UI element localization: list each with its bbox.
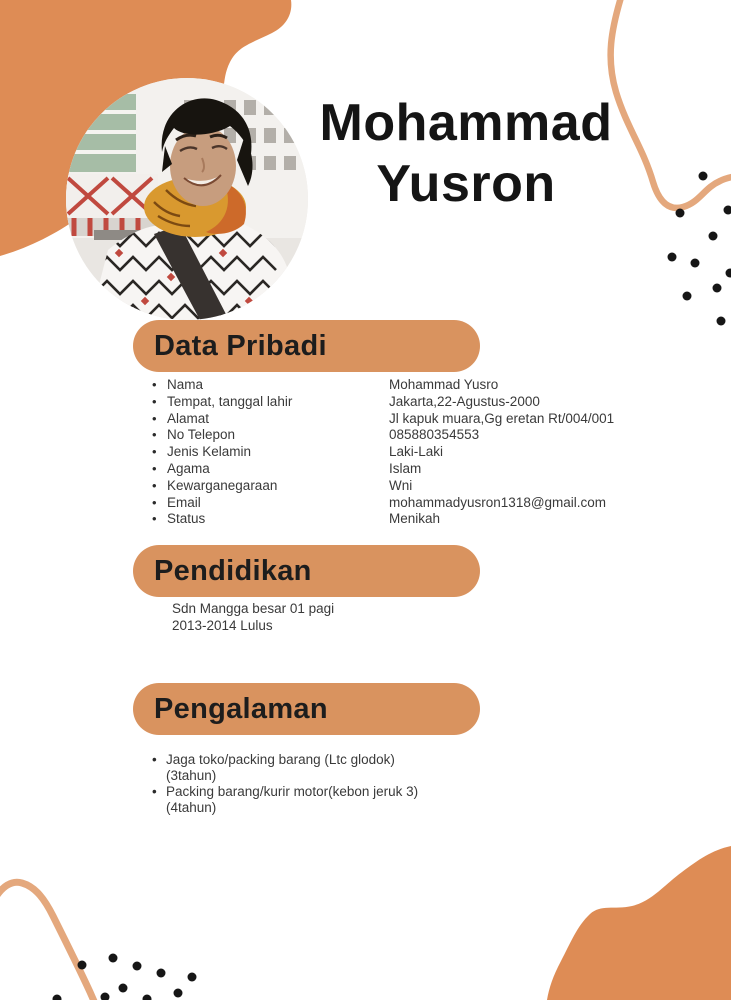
bullet-icon: • (152, 393, 157, 409)
field-value: Menikah (389, 511, 441, 527)
field-row-nama (133, 377, 718, 394)
field-row-status (133, 511, 718, 528)
experience-duration: (4tahun) (166, 800, 217, 815)
person-name-line1: Mohammad (319, 94, 613, 152)
field-label: No Telepon (167, 427, 236, 443)
bullet-icon: • (152, 460, 157, 476)
field-label: Status (167, 511, 206, 527)
field-row-email (133, 495, 718, 512)
section-header-pendidikan (133, 545, 480, 597)
field-row-kewarganegaraan (133, 478, 718, 495)
field-row-agama (133, 461, 718, 478)
field-value: Wni (389, 477, 413, 493)
field-row-tempat-tanggal-lahir (133, 394, 718, 411)
section-title-pengalaman: Pengalaman (154, 692, 328, 725)
field-value: mohammadyusron1318@gmail.com (389, 494, 607, 510)
bullet-icon: • (152, 494, 157, 510)
experience-list (152, 752, 632, 816)
personal-data-list (133, 377, 718, 528)
field-label: Alamat (167, 410, 210, 426)
field-value: Islam (389, 460, 422, 476)
section-header-pengalaman (133, 683, 480, 735)
bullet-icon: • (152, 477, 157, 493)
bullet-icon: • (152, 511, 157, 527)
field-row-no-telepon (133, 427, 718, 444)
field-value: Jl kapuk muara,Gg eretan Rt/004/001 (389, 410, 615, 426)
section-title-pendidikan: Pendidikan (154, 554, 312, 587)
bullet-icon: • (152, 410, 157, 426)
field-value: Mohammad Yusro (389, 377, 499, 392)
bottom-left-outline-blob (0, 882, 97, 1000)
field-row-jenis-kelamin (133, 444, 718, 461)
field-value: Jakarta,22-Agustus-2000 (389, 393, 540, 409)
bullet-icon: • (152, 444, 157, 460)
section-header-data-pribadi (133, 320, 480, 372)
experience-item (152, 784, 632, 816)
experience-duration: (3tahun) (166, 768, 217, 783)
field-row-alamat (133, 411, 718, 428)
education-school: Sdn Mangga besar 01 pagi (172, 601, 335, 616)
bullet-icon: • (152, 784, 157, 799)
experience-role: Jaga toko/packing barang (Ltc glodok) (166, 752, 395, 767)
bullet-icon: • (152, 427, 157, 443)
person-name-line2: Yusron (376, 155, 556, 213)
section-title-data-pribadi: Data Pribadi (154, 329, 327, 362)
field-label: Nama (167, 377, 204, 392)
education-years: 2013-2014 Lulus (172, 617, 273, 633)
field-label: Jenis Kelamin (167, 444, 252, 460)
person-name (288, 93, 644, 215)
field-label: Tempat, tanggal lahir (167, 393, 293, 409)
field-value: Laki-Laki (389, 444, 444, 460)
experience-role: Packing barang/kurir motor(kebon jeruk 3) (166, 784, 419, 799)
field-label: Kewarganegaraan (167, 477, 278, 493)
profile-photo-illustration (66, 78, 308, 320)
bottom-right-blob (547, 846, 731, 1000)
bullet-icon: • (152, 752, 157, 767)
experience-item (152, 752, 632, 784)
field-value: 085880354553 (389, 427, 480, 443)
education-entry (172, 601, 334, 634)
bullet-icon: • (152, 377, 157, 392)
profile-photo (66, 78, 308, 320)
field-label: Email (167, 494, 201, 510)
field-label: Agama (167, 460, 210, 476)
